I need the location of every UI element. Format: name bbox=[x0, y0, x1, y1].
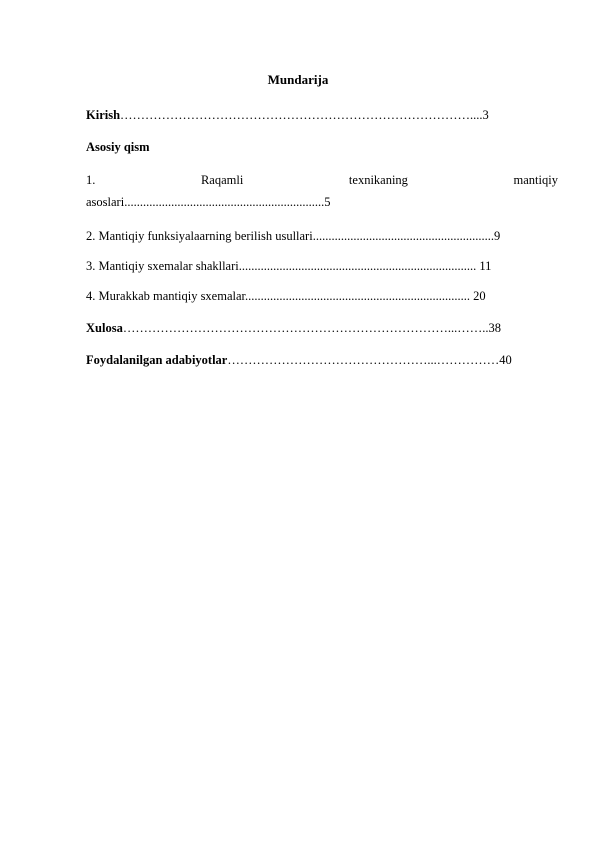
toc-label: 4. Murakkab mantiqiy sxemalar bbox=[86, 289, 245, 303]
toc-word: texnikaning bbox=[348, 173, 408, 187]
toc-entry-xulosa bbox=[86, 320, 558, 336]
toc-page-number: 5 bbox=[324, 195, 331, 209]
toc-page-number: 11 bbox=[476, 259, 492, 273]
toc-label: Kirish bbox=[86, 108, 121, 122]
toc-page-number: 38 bbox=[488, 321, 501, 335]
toc-page-number: 20 bbox=[470, 289, 486, 303]
toc-section-heading: Asosiy qism bbox=[86, 140, 150, 154]
toc-leader: ................................................................ bbox=[124, 195, 325, 209]
toc-title: Mundarija bbox=[267, 72, 329, 87]
toc-label: 2. Mantiqiy funksiyalaarning berilish usullari bbox=[86, 229, 313, 243]
toc-leader: ………………………………………………………………………….... bbox=[120, 108, 483, 122]
toc-entry-1-line1 bbox=[86, 172, 558, 188]
toc-entry-3 bbox=[86, 258, 558, 274]
toc-word: 1. bbox=[86, 173, 96, 187]
toc-entry-4 bbox=[86, 288, 558, 304]
toc-word: mantiqiy bbox=[513, 173, 558, 187]
toc-label: asoslari bbox=[86, 195, 125, 209]
toc-leader: ……………………………………………………………………...…….. bbox=[122, 321, 489, 335]
toc-label: 3. Mantiqiy sxemalar shakllari bbox=[86, 259, 239, 273]
toc-page-number: 3 bbox=[482, 108, 489, 122]
toc-entry-2 bbox=[86, 228, 558, 244]
toc-label: Foydalanilgan adabiyotlar bbox=[86, 353, 228, 367]
toc-leader: .......................................................... bbox=[312, 229, 494, 243]
toc-entry-adabiyotlar bbox=[86, 352, 558, 368]
toc-label: Xulosa bbox=[86, 321, 123, 335]
toc-leader: …………………………………………...…………… bbox=[227, 353, 500, 367]
toc-leader: ........................................................................ bbox=[245, 289, 470, 303]
toc-page-number: 40 bbox=[499, 353, 512, 367]
toc-entry-1-line2 bbox=[86, 194, 558, 210]
toc-word: Raqamli bbox=[200, 173, 244, 187]
toc-leader: ............................................................................ bbox=[238, 259, 477, 273]
toc-page-number: 9 bbox=[493, 229, 501, 243]
toc-entry-kirish bbox=[86, 107, 558, 123]
